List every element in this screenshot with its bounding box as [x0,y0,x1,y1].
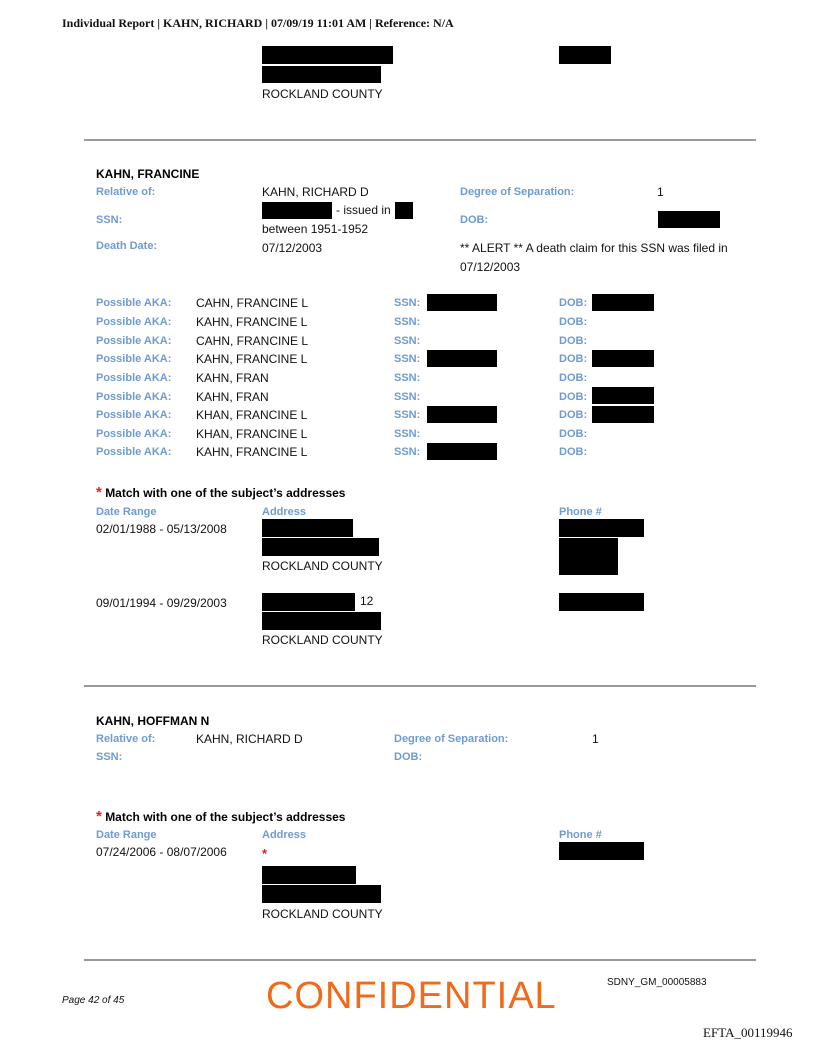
match-text: Match with one of the subject’s addresses [105,486,346,500]
relative-of-label: Relative of: [96,733,156,745]
aka-name: KAHN, FRANCINE L [196,315,308,329]
aka-dob-label: DOB: [559,409,588,421]
address-suffix: 12 [360,594,374,608]
aka-name: KAHN, FRANCINE L [196,445,308,459]
redaction-block [592,387,654,404]
redaction-block [262,612,381,630]
date-range-header: Date Range [96,829,157,841]
death-date-value: 07/12/2003 [262,241,323,255]
address-header: Address [262,506,307,518]
aka-label: Possible AKA: [96,297,172,309]
redaction-block [262,866,356,884]
aka-label: Possible AKA: [96,446,172,458]
aka-name: KHAN, FRANCINE L [196,427,308,441]
report-header: Individual Report | KAHN, RICHARD | 07/09/19 11:01 AM | Reference: N/A [62,16,454,30]
dob-label: DOB: [394,751,423,763]
aka-ssn-label: SSN: [394,428,421,440]
address-county: ROCKLAND COUNTY [262,907,383,921]
aka-label: Possible AKA: [96,428,172,440]
aka-dob-label: DOB: [559,335,588,347]
confidential-stamp: CONFIDENTIAL [266,975,557,1017]
redaction-block [427,294,497,311]
aka-name: CAHN, FRANCINE L [196,334,309,348]
relative-of-label: Relative of: [96,186,156,198]
aka-ssn-label: SSN: [394,409,421,421]
relative-of-value: KAHN, RICHARD D [196,732,303,746]
redaction-block [262,66,381,83]
address-date-range: 02/01/1988 - 05/13/2008 [96,522,227,536]
redaction-block [559,842,644,860]
relative-of-value: KAHN, RICHARD D [262,185,369,199]
section-divider [84,139,756,141]
page-number: Page 42 of 45 [62,995,125,1006]
aka-label: Possible AKA: [96,372,172,384]
match-star: * [96,808,102,825]
aka-ssn-label: SSN: [394,446,421,458]
aka-label: Possible AKA: [96,353,172,365]
address-date-range: 09/01/1994 - 09/29/2003 [96,596,227,610]
death-alert-date: 07/12/2003 [460,260,521,274]
match-text: Match with one of the subject’s addresses [105,810,346,824]
degree-label: Degree of Separation: [460,186,575,198]
address-header: Address [262,829,307,841]
address-county: ROCKLAND COUNTY [262,559,383,573]
ssn-issued-text: - issued in [336,203,391,217]
aka-ssn-label: SSN: [394,353,421,365]
redaction-block [559,46,611,64]
address-match-heading [96,808,345,825]
redaction-block [559,519,644,537]
degree-value: 1 [592,732,599,746]
ssn-label: SSN: [96,214,123,226]
redaction-block [262,538,379,556]
redaction-block [262,519,353,537]
aka-name: KAHN, FRANCINE L [196,352,308,366]
ssn-issued-range: between 1951-1952 [262,222,369,236]
address-county: ROCKLAND COUNTY [262,87,383,101]
section-divider [84,959,756,961]
date-range-header: Date Range [96,506,157,518]
redaction-block [559,538,618,575]
aka-label: Possible AKA: [96,335,172,347]
phone-header: Phone # [559,829,602,841]
aka-name: CAHN, FRANCINE L [196,296,309,310]
redaction-block [262,593,355,611]
redaction-block [427,443,497,460]
redaction-block [559,593,644,611]
relative-name: KAHN, HOFFMAN N [96,714,210,728]
aka-label: Possible AKA: [96,409,172,421]
aka-label: Possible AKA: [96,391,172,403]
redaction-block [427,350,497,367]
aka-ssn-label: SSN: [394,391,421,403]
bates-number: SDNY_GM_00005883 [607,977,707,988]
redaction-block [592,406,654,423]
redaction-block [262,46,393,64]
phone-header: Phone # [559,506,602,518]
address-match-star: * [262,846,268,861]
ssn-label: SSN: [96,751,123,763]
aka-dob-label: DOB: [559,391,588,403]
redaction-block [395,202,413,219]
aka-name: KHAN, FRANCINE L [196,408,308,422]
efta-number: EFTA_00119946 [703,1025,793,1040]
aka-ssn-label: SSN: [394,297,421,309]
address-county: ROCKLAND COUNTY [262,633,383,647]
section-divider [84,685,756,687]
redaction-block [427,406,497,423]
address-match-heading [96,484,345,501]
relative-name: KAHN, FRANCINE [96,167,200,181]
aka-dob-label: DOB: [559,372,588,384]
degree-value: 1 [657,185,664,199]
dob-label: DOB: [460,214,489,226]
degree-label: Degree of Separation: [394,733,509,745]
aka-dob-label: DOB: [559,353,588,365]
aka-label: Possible AKA: [96,316,172,328]
address-date-range: 07/24/2006 - 08/07/2006 [96,845,227,859]
aka-name: KAHN, FRAN [196,371,269,385]
aka-ssn-label: SSN: [394,335,421,347]
aka-dob-label: DOB: [559,428,588,440]
redaction-block [262,202,332,219]
redaction-block [262,885,381,903]
redaction-block [658,211,720,228]
redaction-block [592,294,654,311]
aka-name: KAHN, FRAN [196,390,269,404]
death-date-label: Death Date: [96,240,158,252]
aka-ssn-label: SSN: [394,372,421,384]
match-star: * [96,484,102,501]
redaction-block [592,350,654,367]
aka-dob-label: DOB: [559,316,588,328]
aka-dob-label: DOB: [559,297,588,309]
aka-ssn-label: SSN: [394,316,421,328]
aka-dob-label: DOB: [559,446,588,458]
death-alert: ** ALERT ** A death claim for this SSN was filed in [460,241,728,255]
